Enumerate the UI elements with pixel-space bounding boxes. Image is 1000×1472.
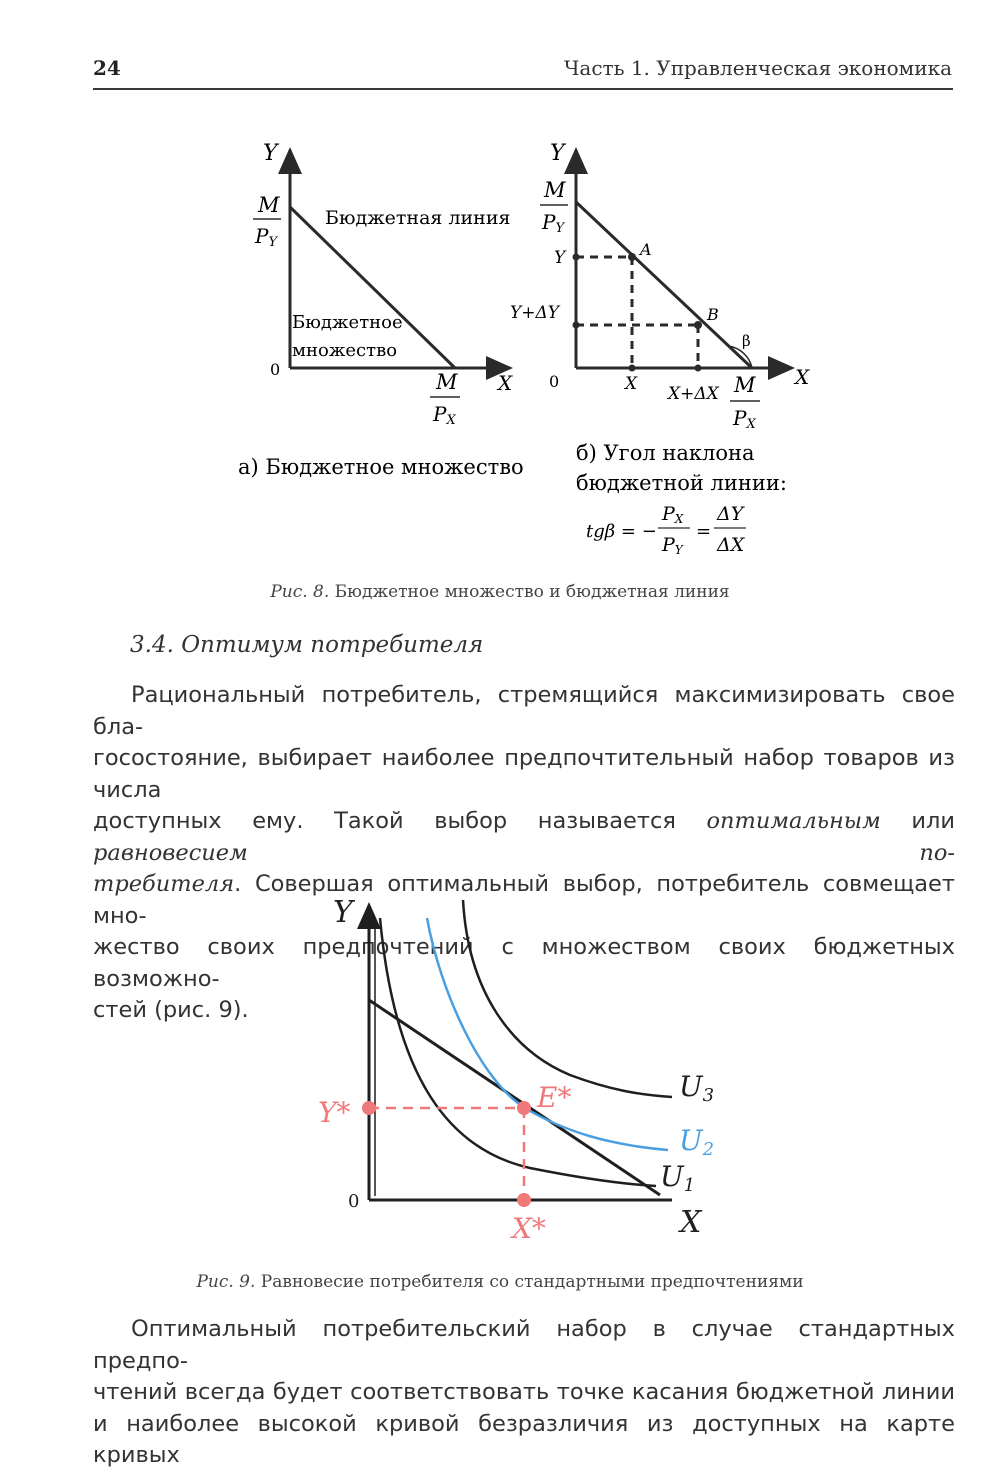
paragraph-2 [93,1314,955,1472]
fig9-u3-label: U3 [679,1070,715,1106]
fig9-y-label: Y [333,895,353,930]
fig9-budget-line [369,1000,660,1195]
fig8b-y-tick-1: Y [554,248,566,268]
fig8a-set-label-1: Бюджетное [292,312,403,333]
fig8b-tick-x2 [695,365,702,372]
fig8b-x-tick-2: X+ΔX [668,384,719,404]
fig8b-x-int-num: M [734,373,756,397]
fig8a-origin: 0 [270,360,281,379]
fig8b-formula-den2: ΔX [717,534,745,556]
fig9-point-x [517,1193,531,1207]
fig8b-tick-y2 [573,322,580,329]
fig9-origin: 0 [348,1191,360,1212]
fig8b-formula-eq: = [696,521,712,542]
fig9-point-e [517,1101,531,1115]
fig8a-budget-line-label: Бюджетная линия [325,207,511,229]
fig8b-point-b [694,321,702,329]
fig8a-subcaption: а) Бюджетное множество [238,455,524,479]
fig8b-subcaption-2: бюджетной линии: [576,471,787,495]
fig8b-formula-lhs: tgβ = − [586,521,657,542]
figure-9 [0,890,1000,1250]
fig9-x-label: X [680,1205,702,1240]
paragraph-1-line-1: Рациональный потребитель, стремящийся максимизировать свое бла- [93,682,955,740]
fig9-curve-u1 [380,918,656,1186]
paragraph-1-line-3: доступных ему. Такой выбор называется оптимальным или равновесием по- [93,808,955,866]
fig8b-x-tick-1: X [625,374,638,394]
paragraph-1-line-2: госостояние, выбирает наиболее предпочтительный набор товаров из числа [93,745,955,803]
fig8a-y-int-den: PY [255,224,278,250]
fig8b-label-a: A [640,240,652,259]
paragraph-1-line-4: требителя. Совершая оптимальный выбор, потребитель совмещает мно- [93,871,955,929]
fig8b-point-a [628,253,636,261]
fig8a-set-label-2: множество [292,340,398,361]
fig8b-x-int-den: PX [733,406,756,432]
fig9-caption: Рис. 9. Равновесие потребителя со стандартными предпочтениями [196,1272,804,1292]
fig8b-formula-den1: PY [662,534,683,557]
fig9-curve-u3 [463,900,672,1097]
fig9-u1-label: U1 [660,1160,696,1196]
fig8b-y-int-num: M [544,178,566,202]
fig9-curve-u2 [427,918,668,1150]
fig9-x-star: X* [512,1212,546,1245]
fig9-e-star: E* [537,1081,572,1114]
fig8b-label-b: B [707,305,719,324]
fig8b-origin: 0 [549,372,560,391]
fig8b-y-int-den: PY [542,210,565,236]
fig8a-x-label: X [498,371,513,395]
fig8-caption: Рис. 8. Бюджетное множество и бюджетная линия [270,582,730,602]
fig8a-y-int-num: M [258,193,280,217]
fig8b-subcaption-1: б) Угол наклона [576,441,755,465]
fig8b-label-beta: β [742,332,751,350]
section-title: 3.4. Оптимум потребителя [130,632,484,658]
paragraph-1-line-5: жество своих предпочтений с множеством своих бюджетных возможно- [93,934,955,992]
paragraph-2-line-3: и наиболее высокой кривой безразличия из доступных на карте кривых [93,1410,955,1468]
paragraph-2-line-2: чтений всегда будет соответствовать точке касания бюджетной линии [93,1379,955,1405]
fig8a-panel [238,141,524,479]
fig8b-formula-num1: PX [662,503,684,526]
figure-8 [0,130,1000,570]
page-number: 24 [93,56,121,80]
fig8b-formula-num2: ΔY [717,503,744,525]
fig9-y-star: Y* [318,1096,351,1129]
paragraph-1-line-6: стей (рис. 9). [93,997,249,1023]
fig9-point-y [362,1101,376,1115]
fig8b-y-tick-2: Y+ΔY [510,303,559,323]
fig8b-tick-y1 [573,254,580,261]
fig9-u2-label: U2 [679,1124,715,1160]
running-title: Часть 1. Управленческая экономика [563,56,952,80]
fig8a-y-label: Y [263,141,278,166]
paragraph-2-line-1: Оптимальный потребительский набор в случае стандартных предпо- [93,1316,955,1374]
fig8b-tick-x1 [629,365,636,372]
fig8a-x-int-num: M [436,370,458,394]
fig8a-x-int-den: PX [433,402,456,428]
fig8b-x-label: X [795,365,810,389]
fig8b-budget-line [576,202,752,368]
header-rule [93,88,953,90]
fig8b-y-label: Y [550,141,565,166]
fig8b-panel [510,141,810,557]
